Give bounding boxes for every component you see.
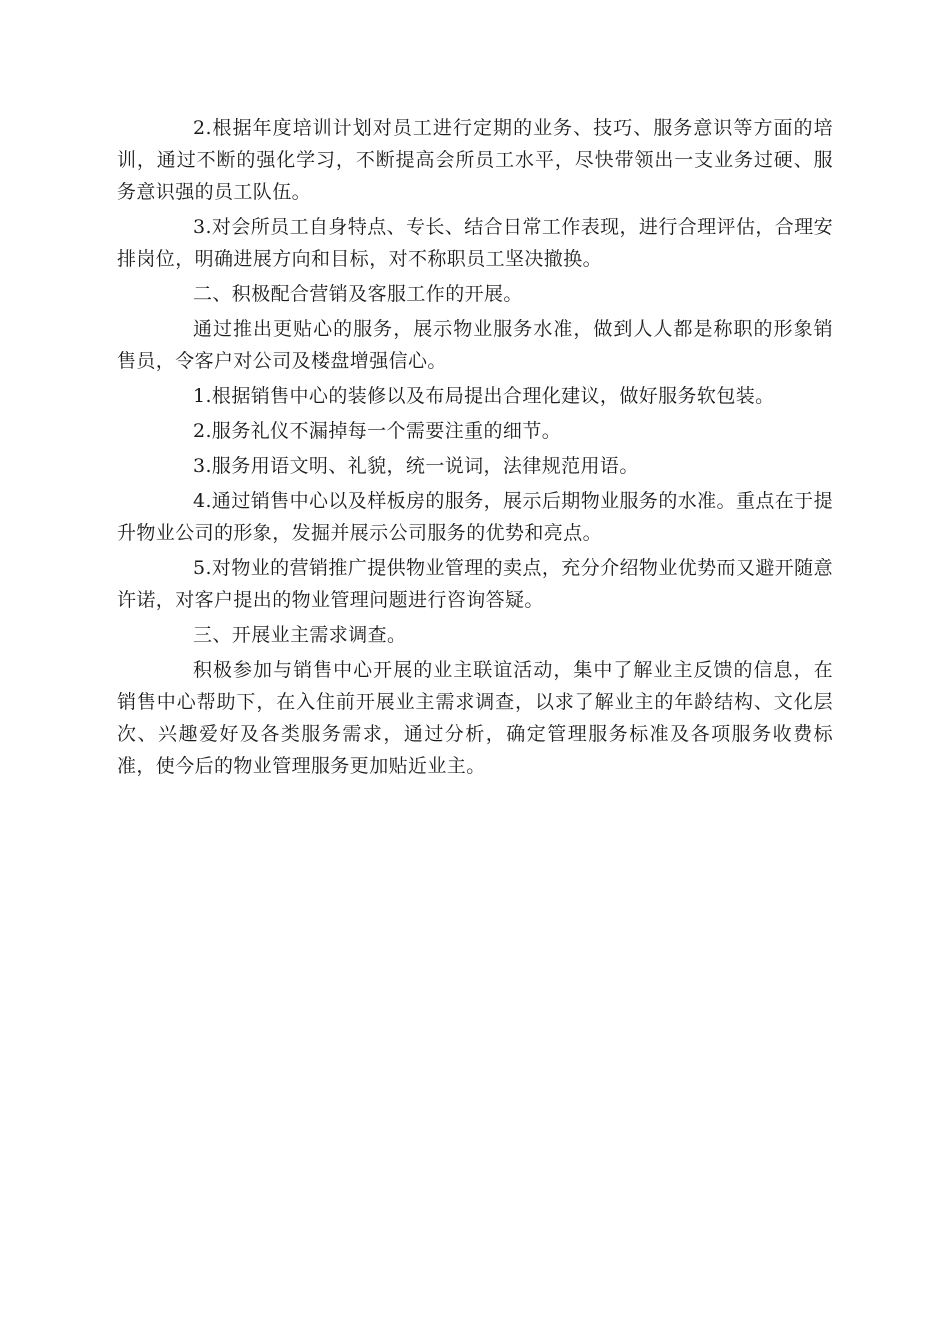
paragraph-item-1: 1.根据销售中心的装修以及布局提出合理化建议，做好服务软包装。	[193, 385, 775, 407]
paragraph-item-4: 4.通过销售中心以及样板房的服务，展示后期物业服务的水准。重点在于提升物业公司的形象，发掘并展示公司服务的优势和亮点。	[117, 490, 833, 544]
paragraph-survey-detail: 积极参加与销售中心开展的业主联谊活动，集中了解业主反馈的信息，在销售中心帮助下，在入住前开展业主需求调查，以求了解业主的年龄结构、文化层次、兴趣爱好及各类服务需求，通过分析，确定管理服务标准及各项服务收费标准，使今后的物业管理服务更加贴近业主。	[117, 659, 833, 777]
paragraph-training-plan: 2.根据年度培训计划对员工进行定期的业务、技巧、服务意识等方面的培训，通过不断的强化学习，不断提高会所员工水平，尽快带领出一支业务过硬、服务意识强的员工队伍。	[117, 117, 833, 203]
section-heading-survey: 三、开展业主需求调查。	[193, 624, 407, 646]
section-heading-marketing: 二、积极配合营销及客服工作的开展。	[193, 283, 523, 305]
paragraph-item-2: 2.服务礼仪不漏掉每一个需要注重的细节。	[193, 420, 562, 442]
paragraph-marketing-intro: 通过推出更贴心的服务，展示物业服务水准，做到人人都是称职的形象销售员，令客户对公司及楼盘增强信心。	[117, 318, 833, 372]
document-body	[117, 112, 833, 785]
paragraph-item-5: 5.对物业的营销推广提供物业管理的卖点，充分介绍物业优势而又避开随意许诺，对客户提出的物业管理问题进行咨询答疑。	[117, 557, 833, 611]
paragraph-staff-evaluation: 3.对会所员工自身特点、专长、结合日常工作表现，进行合理评估，合理安排岗位，明确进展方向和目标，对不称职员工坚决撤换。	[117, 216, 833, 270]
paragraph-item-3: 3.服务用语文明、礼貌，统一说词，法律规范用语。	[193, 455, 639, 477]
